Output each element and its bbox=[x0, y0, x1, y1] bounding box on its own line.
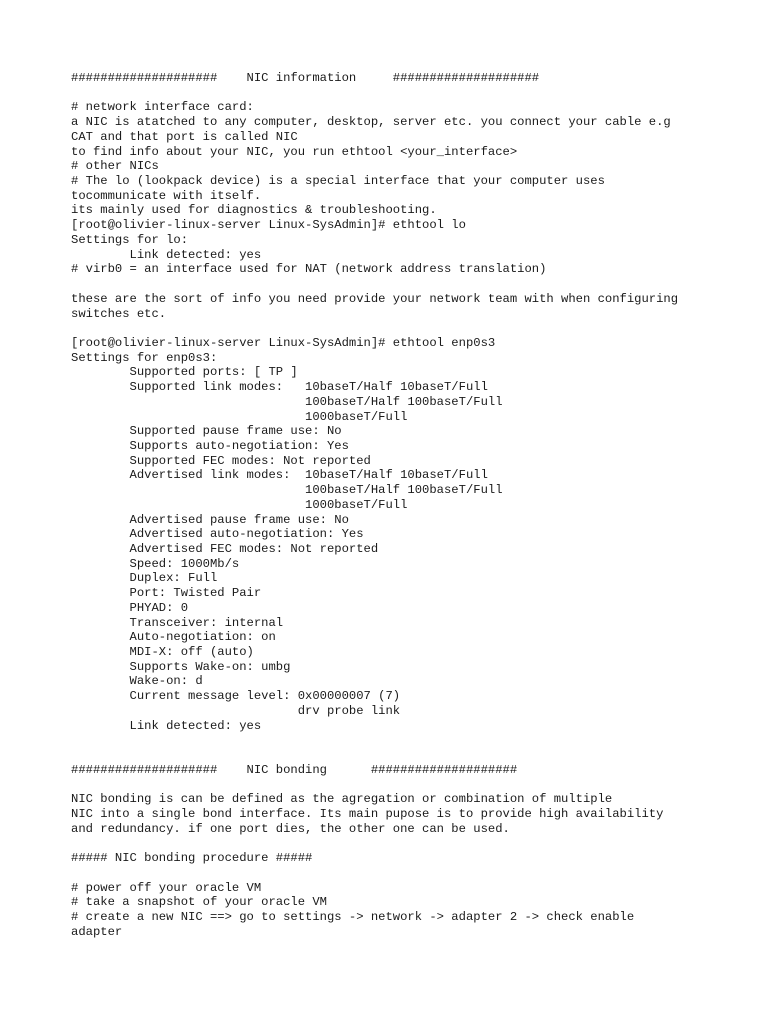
text-line: Speed: 1000Mb/s bbox=[71, 556, 240, 571]
text-line: adapter bbox=[71, 924, 123, 939]
blank-line bbox=[71, 836, 731, 851]
text-line: Supported link modes: 10baseT/Half 10baseT/Full bbox=[71, 380, 488, 395]
text-line: Advertised pause frame use: No bbox=[71, 512, 349, 527]
text-line: to find info about your NIC, you run ethtool <your_interface> bbox=[71, 144, 518, 159]
text-line: NIC into a single bond interface. Its main pupose is to provide high availability bbox=[71, 806, 664, 821]
text-line: 1000baseT/Full bbox=[71, 409, 408, 424]
text-line: #################### NIC bonding #################### bbox=[71, 762, 518, 777]
text-line: switches etc. bbox=[71, 306, 167, 321]
text-line: Settings for lo: bbox=[71, 232, 189, 247]
text-line: ##### NIC bonding procedure ##### bbox=[71, 851, 313, 866]
text-line: 100baseT/Half 100baseT/Full bbox=[71, 483, 503, 498]
text-line: drv probe link bbox=[71, 703, 401, 718]
text-line: a NIC is atatched to any computer, desktop, server etc. you connect your cable e.g bbox=[71, 115, 671, 130]
text-line: # other NICs bbox=[71, 159, 159, 174]
text-line: # virb0 = an interface used for NAT (network address translation) bbox=[71, 262, 547, 277]
text-line: tocommunicate with itself. bbox=[71, 188, 262, 203]
text-line: CAT and that port is called NIC bbox=[71, 129, 298, 144]
text-line: Transceiver: internal bbox=[71, 615, 284, 630]
text-line: Duplex: Full bbox=[71, 571, 218, 586]
text-line: its mainly used for diagnostics & troubleshooting. bbox=[71, 203, 437, 218]
text-line: Port: Twisted Pair bbox=[71, 586, 262, 601]
blank-line bbox=[71, 748, 731, 763]
text-line: # take a snapshot of your oracle VM bbox=[71, 895, 327, 910]
text-line: Wake-on: d bbox=[71, 674, 203, 689]
text-line: Settings for enp0s3: bbox=[71, 350, 218, 365]
text-line: Auto-negotiation: on bbox=[71, 630, 276, 645]
text-line: Link detected: yes bbox=[71, 247, 262, 262]
blank-line bbox=[71, 866, 731, 881]
text-line: # The lo (lookpack device) is a special interface that your computer uses bbox=[71, 174, 605, 189]
document-page bbox=[71, 71, 731, 939]
text-line: #################### NIC information #################### bbox=[71, 71, 540, 85]
text-line: Advertised link modes: 10baseT/Half 10baseT/Full bbox=[71, 468, 488, 483]
text-line: MDI-X: off (auto) bbox=[71, 645, 254, 660]
text-line: # power off your oracle VM bbox=[71, 880, 262, 895]
text-line: PHYAD: 0 bbox=[71, 600, 189, 615]
text-line: and redundancy. if one port dies, the other one can be used. bbox=[71, 821, 510, 836]
text-line: Current message level: 0x00000007 (7) bbox=[71, 689, 401, 704]
text-line: Supports Wake-on: umbg bbox=[71, 659, 291, 674]
text-line: Supports auto-negotiation: Yes bbox=[71, 438, 349, 453]
text-line: 1000baseT/Full bbox=[71, 497, 408, 512]
text-line: Supported ports: [ TP ] bbox=[71, 365, 298, 380]
blank-line bbox=[71, 321, 731, 336]
text-line: NIC bonding is can be defined as the agregation or combination of multiple bbox=[71, 792, 613, 807]
blank-line bbox=[71, 733, 731, 748]
text-line: Link detected: yes bbox=[71, 718, 262, 733]
text-line: Supported FEC modes: Not reported bbox=[71, 453, 371, 468]
text-line: [root@olivier-linux-server Linux-SysAdmin]# ethtool enp0s3 bbox=[71, 335, 496, 350]
blank-line bbox=[71, 86, 731, 101]
text-line: Advertised FEC modes: Not reported bbox=[71, 542, 379, 556]
text-line: these are the sort of info you need provide your network team with when configuring bbox=[71, 291, 679, 306]
text-line: Supported pause frame use: No bbox=[71, 424, 342, 439]
text-line: # create a new NIC ==> go to settings -> network -> adapter 2 -> check enable bbox=[71, 909, 635, 924]
text-line: 100baseT/Half 100baseT/Full bbox=[71, 394, 503, 409]
text-line: # network interface card: bbox=[71, 100, 254, 115]
text-line: [root@olivier-linux-server Linux-SysAdmin]# ethtool lo bbox=[71, 218, 466, 233]
blank-line bbox=[71, 277, 731, 292]
blank-line bbox=[71, 778, 731, 793]
text-line: Advertised auto-negotiation: Yes bbox=[71, 527, 364, 542]
